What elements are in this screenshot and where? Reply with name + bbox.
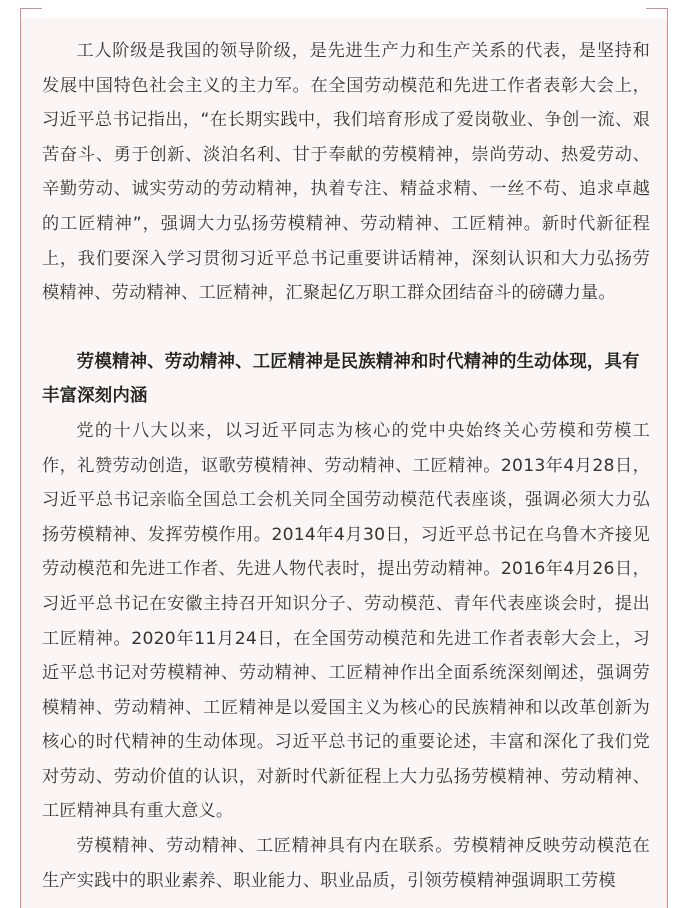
article-body	[42, 34, 650, 898]
section-heading: 劳模精神、劳动精神、工匠精神是民族精神和时代精神的生动体现，具有丰富深刻内涵	[42, 351, 640, 407]
paragraph-spacer	[42, 311, 650, 335]
article-paragraph-1: 工人阶级是我国的领导阶级，是先进生产力和生产关系的代表，是坚持和发展中国特色社会主义的主力军。在全国劳动模范和先进工作者表彰大会上，习近平总书记指出，“在长期实践中，我们培育形成了爱岗敬业、争创一流、艰苦奋斗、勇于创新、淡泊名利、甘于奉献的劳模精神，崇尚劳动、热爱劳动、辛勤劳动、诚实劳动的劳动精神，执着专注、精益求精、一丝不苟、追求卓越的工匠精神”，强调大力弘扬劳模精神、劳动精神、工匠精神。新时代新征程上，我们要深入学习贯彻习近平总书记重要讲话精神，深刻认识和大力弘扬劳模精神、劳动精神、工匠精神，汇聚起亿万职工群众团结奋斗的磅礴力量。	[42, 41, 650, 304]
article-paragraph-3: 劳模精神、劳动精神、工匠精神具有内在联系。劳模精神反映劳动模范在生产实践中的职业素养、职业能力、职业品质，引领劳模精神强调职工劳模	[42, 836, 650, 891]
article-paragraph-2: 党的十八大以来，以习近平同志为核心的党中央始终关心劳模和劳模工作，礼赞劳动创造，讴歌劳模精神、劳动精神、工匠精神。2013年4月28日，习近平总书记亲临全国总工会机关同全国劳动模范代表座谈，强调必须大力弘扬劳模精神、发挥劳模作用。2014年4月30日，习近平总书记在乌鲁木齐接见劳动模范和先进工作者、先进人物代表时，提出劳动精神。2016年4月26日，习近平总书记在安徽主持召开知识分子、劳动模范、青年代表座谈会时，提出工匠精神。2020年11月24日，在全国劳动模范和先进工作者表彰大会上，习近平总书记对劳模精神、劳动精神、工匠精神作出全面系统深刻阐述，强调劳模精神、劳动精神、工匠精神是以爱国主义为核心的民族精神和以改革创新为核心的时代精神的生动体现。习近平总书记的重要论述，丰富和深化了我们党对劳动、劳动价值的认识，对新时代新征程上大力弘扬劳模精神、劳动精神、工匠精神具有重大意义。	[42, 420, 650, 822]
